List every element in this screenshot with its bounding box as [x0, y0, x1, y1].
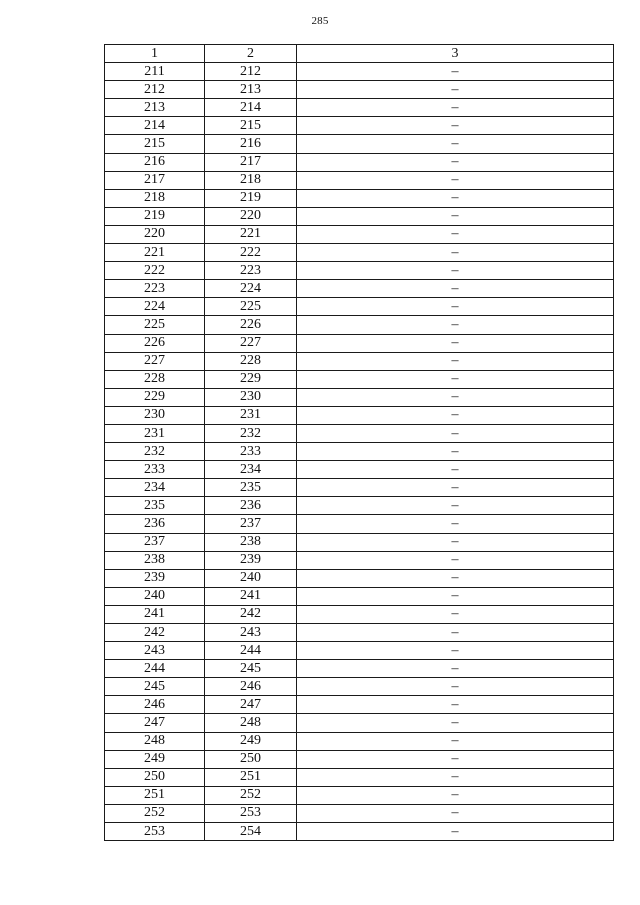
cell-col-2: 250 [205, 750, 297, 768]
table-row [105, 334, 614, 352]
table-row [105, 99, 614, 117]
table-row [105, 225, 614, 243]
cell-col-2: 224 [205, 280, 297, 298]
table-row [105, 497, 614, 515]
cell-col-2: 233 [205, 443, 297, 461]
table-row [105, 804, 614, 822]
table-body [105, 63, 614, 841]
table-row [105, 515, 614, 533]
cell-col-3: – [297, 280, 614, 298]
cell-col-3: – [297, 443, 614, 461]
cell-col-3: – [297, 823, 614, 841]
column-header-3: 3 [297, 45, 614, 63]
cell-col-2: 249 [205, 732, 297, 750]
table-row [105, 63, 614, 81]
cell-col-3: – [297, 732, 614, 750]
column-header-2: 2 [205, 45, 297, 63]
cell-col-3: – [297, 587, 614, 605]
cell-col-2: 221 [205, 225, 297, 243]
cell-col-2: 240 [205, 569, 297, 587]
cell-col-1: 220 [105, 225, 205, 243]
cell-col-1: 238 [105, 551, 205, 569]
page-number: 285 [311, 15, 329, 27]
cell-col-3: – [297, 370, 614, 388]
cell-col-2: 247 [205, 696, 297, 714]
cell-col-1: 219 [105, 207, 205, 225]
cell-col-3: – [297, 171, 614, 189]
cell-col-3: – [297, 696, 614, 714]
cell-col-1: 216 [105, 153, 205, 171]
table-row [105, 280, 614, 298]
cell-col-1: 226 [105, 334, 205, 352]
cell-col-1: 235 [105, 497, 205, 515]
cell-col-2: 226 [205, 316, 297, 334]
table-row [105, 135, 614, 153]
cell-col-3: – [297, 135, 614, 153]
cell-col-3: – [297, 207, 614, 225]
cell-col-3: – [297, 479, 614, 497]
cell-col-3: – [297, 461, 614, 479]
table-row [105, 461, 614, 479]
cell-col-1: 243 [105, 642, 205, 660]
table-row [105, 153, 614, 171]
table-row [105, 750, 614, 768]
cell-col-3: – [297, 515, 614, 533]
table-row [105, 823, 614, 841]
cell-col-2: 229 [205, 370, 297, 388]
cell-col-3: – [297, 388, 614, 406]
cell-col-2: 254 [205, 823, 297, 841]
table-row [105, 696, 614, 714]
cell-col-1: 213 [105, 99, 205, 117]
cell-col-3: – [297, 153, 614, 171]
cell-col-2: 218 [205, 171, 297, 189]
table-row [105, 732, 614, 750]
cell-col-2: 236 [205, 497, 297, 515]
table-row [105, 624, 614, 642]
header-row [105, 45, 614, 63]
cell-col-3: – [297, 533, 614, 551]
cell-col-3: – [297, 642, 614, 660]
cell-col-2: 246 [205, 678, 297, 696]
table-row [105, 768, 614, 786]
cell-col-3: – [297, 660, 614, 678]
cell-col-3: – [297, 189, 614, 207]
cell-col-1: 228 [105, 370, 205, 388]
table-row [105, 605, 614, 623]
cell-col-1: 241 [105, 605, 205, 623]
cell-col-2: 253 [205, 804, 297, 822]
cell-col-3: – [297, 678, 614, 696]
cell-col-3: – [297, 316, 614, 334]
cell-col-1: 230 [105, 406, 205, 424]
cell-col-1: 244 [105, 660, 205, 678]
cell-col-2: 219 [205, 189, 297, 207]
cell-col-2: 241 [205, 587, 297, 605]
cell-col-2: 220 [205, 207, 297, 225]
table-row [105, 424, 614, 442]
cell-col-1: 234 [105, 479, 205, 497]
table-row [105, 244, 614, 262]
cell-col-3: – [297, 804, 614, 822]
table-row [105, 642, 614, 660]
cell-col-3: – [297, 225, 614, 243]
cell-col-1: 211 [105, 63, 205, 81]
cell-col-2: 214 [205, 99, 297, 117]
cell-col-1: 239 [105, 569, 205, 587]
table-row [105, 660, 614, 678]
cell-col-1: 237 [105, 533, 205, 551]
table-row [105, 551, 614, 569]
table-row [105, 207, 614, 225]
table-row [105, 569, 614, 587]
cell-col-3: – [297, 81, 614, 99]
cell-col-3: – [297, 750, 614, 768]
cell-col-3: – [297, 334, 614, 352]
table-row [105, 786, 614, 804]
cell-col-2: 235 [205, 479, 297, 497]
table-row [105, 81, 614, 99]
cell-col-2: 244 [205, 642, 297, 660]
cell-col-1: 250 [105, 768, 205, 786]
cell-col-2: 248 [205, 714, 297, 732]
table-row [105, 262, 614, 280]
table-header [105, 45, 614, 63]
cell-col-2: 242 [205, 605, 297, 623]
cell-col-1: 224 [105, 298, 205, 316]
cell-col-3: – [297, 551, 614, 569]
cell-col-1: 245 [105, 678, 205, 696]
cell-col-1: 221 [105, 244, 205, 262]
cell-col-1: 253 [105, 823, 205, 841]
cell-col-3: – [297, 497, 614, 515]
data-table [104, 44, 614, 841]
table-row [105, 370, 614, 388]
cell-col-2: 239 [205, 551, 297, 569]
cell-col-3: – [297, 605, 614, 623]
cell-col-1: 223 [105, 280, 205, 298]
cell-col-1: 233 [105, 461, 205, 479]
cell-col-3: – [297, 117, 614, 135]
cell-col-1: 236 [105, 515, 205, 533]
cell-col-3: – [297, 768, 614, 786]
cell-col-1: 212 [105, 81, 205, 99]
cell-col-3: – [297, 786, 614, 804]
cell-col-2: 238 [205, 533, 297, 551]
cell-col-3: – [297, 244, 614, 262]
cell-col-1: 252 [105, 804, 205, 822]
cell-col-3: – [297, 298, 614, 316]
cell-col-3: – [297, 624, 614, 642]
cell-col-2: 230 [205, 388, 297, 406]
cell-col-1: 215 [105, 135, 205, 153]
cell-col-2: 227 [205, 334, 297, 352]
cell-col-1: 222 [105, 262, 205, 280]
cell-col-2: 228 [205, 352, 297, 370]
cell-col-2: 251 [205, 768, 297, 786]
table-row [105, 316, 614, 334]
cell-col-1: 229 [105, 388, 205, 406]
cell-col-1: 242 [105, 624, 205, 642]
cell-col-1: 240 [105, 587, 205, 605]
cell-col-2: 225 [205, 298, 297, 316]
cell-col-3: – [297, 262, 614, 280]
table-row [105, 443, 614, 461]
column-header-1: 1 [105, 45, 205, 63]
cell-col-2: 245 [205, 660, 297, 678]
cell-col-2: 223 [205, 262, 297, 280]
table-row [105, 406, 614, 424]
table-row [105, 171, 614, 189]
cell-col-3: – [297, 99, 614, 117]
cell-col-2: 216 [205, 135, 297, 153]
cell-col-2: 243 [205, 624, 297, 642]
cell-col-2: 215 [205, 117, 297, 135]
cell-col-1: 232 [105, 443, 205, 461]
cell-col-1: 231 [105, 424, 205, 442]
cell-col-3: – [297, 352, 614, 370]
cell-col-2: 212 [205, 63, 297, 81]
cell-col-3: – [297, 424, 614, 442]
cell-col-2: 217 [205, 153, 297, 171]
cell-col-1: 214 [105, 117, 205, 135]
cell-col-1: 227 [105, 352, 205, 370]
table-row [105, 479, 614, 497]
cell-col-2: 232 [205, 424, 297, 442]
cell-col-2: 234 [205, 461, 297, 479]
cell-col-1: 249 [105, 750, 205, 768]
table-row [105, 117, 614, 135]
cell-col-3: – [297, 569, 614, 587]
cell-col-2: 231 [205, 406, 297, 424]
cell-col-1: 217 [105, 171, 205, 189]
cell-col-1: 251 [105, 786, 205, 804]
cell-col-1: 218 [105, 189, 205, 207]
cell-col-1: 248 [105, 732, 205, 750]
table-row [105, 587, 614, 605]
cell-col-3: – [297, 714, 614, 732]
cell-col-1: 247 [105, 714, 205, 732]
cell-col-2: 252 [205, 786, 297, 804]
cell-col-3: – [297, 406, 614, 424]
cell-col-2: 222 [205, 244, 297, 262]
table-row [105, 298, 614, 316]
table-row [105, 533, 614, 551]
cell-col-2: 237 [205, 515, 297, 533]
table-row [105, 189, 614, 207]
cell-col-1: 225 [105, 316, 205, 334]
table-row [105, 714, 614, 732]
table-row [105, 678, 614, 696]
cell-col-3: – [297, 63, 614, 81]
table-row [105, 388, 614, 406]
cell-col-1: 246 [105, 696, 205, 714]
cell-col-2: 213 [205, 81, 297, 99]
table-row [105, 352, 614, 370]
